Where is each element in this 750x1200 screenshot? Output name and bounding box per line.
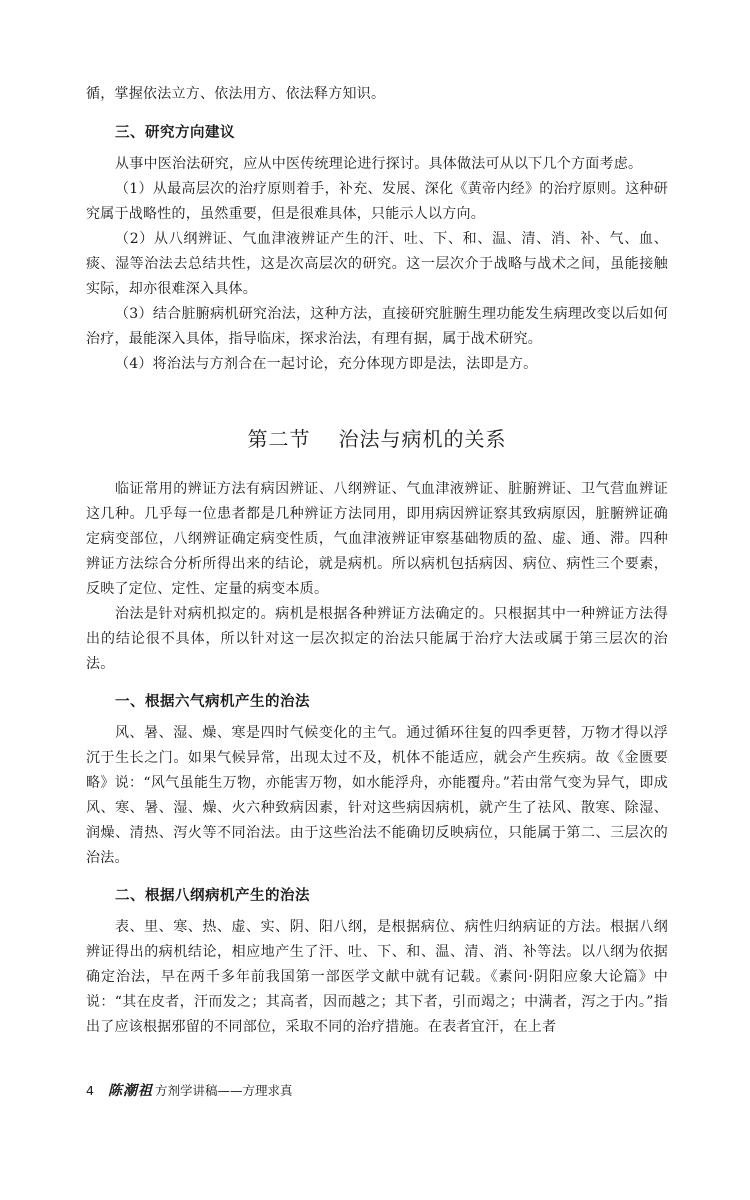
paragraph-item-1: （1）从最高层次的治疗原则着手，补充、发展、深化《黄帝内经》的治疗原则。这种研究属于战略性的，虽然重要，但是很难具体，只能示人以方向。: [86, 181, 668, 222]
subheading-eight-principles: 二、根据八纲病机产生的治法: [115, 888, 310, 904]
section-heading: [86, 424, 668, 454]
subheading-six-qi: 一、根据六气病机产生的治法: [115, 694, 310, 710]
page-number: 4: [86, 1082, 94, 1098]
paragraph-item-3: （3）结合脏腑病机研究治法，这种方法，直接研究脏腑生理功能发生病理改变以后如何治疗，最能深入具体，指导临床，探求治法，有理有据，属于战术研究。: [86, 306, 668, 347]
paragraph: 风、暑、湿、燥、寒是四时气候变化的主气。通过循环往复的四季更替，万物才得以浮沉于生长之门。如果气候异常，出现太过不及，机体不能适应，就会产生疾病。故《金匮要略》说：“风气虽能生万物，亦能害万物，如水能浮舟，亦能覆舟。”若由常气变为异气，即成风、寒、暑、湿、燥、火六种致病因素，针对这些病因病机，就产生了祛风、散寒、除湿、润燥、清热、泻火等不同治法。由于这些治法不能确切反映病位，只能属于第二、三层次的治法。: [86, 725, 668, 866]
paragraph: 临证常用的辨证方法有病因辨证、八纲辨证、气血津液辨证、脏腑辨证、卫气营血辨证这几种。几乎每一位患者都是几种辨证方法同用，即用病因辨证察其致病原因，脏腑辨证确定病变部位，八纲辨证确定病变性质，气血津液辨证审察基础物质的盈、虚、通、滞。四种辨证方法综合分析所得出来的结论，就是病机。所以病机包括病因、病位、病性三个要素，反映了定位、定性、定量的病变本质。: [86, 481, 668, 597]
paragraph-item-2: （2）从八纲辨证、气血津液辨证产生的汗、吐、下、和、温、清、消、补、气、血、痰、湿等治法去总结共性，这是次高层次的研究。这一层次介于战略与战术之间，虽能接触实际，却亦很难深入具体。: [86, 231, 668, 297]
paragraph-item-4: （4）将治法与方剂合在一起讨论，充分体现方即是法，法即是方。: [115, 356, 538, 372]
section-number: 第二节: [247, 427, 311, 451]
author-name: 陈潮祖: [107, 1083, 153, 1099]
section-title: 治法与病机的关系: [338, 427, 507, 451]
paragraph: 治法是针对病机拟定的。病机是根据各种辨证方法确定的。只根据其中一种辨证方法得出的结论很不具体，所以针对这一层次拟定的治法只能属于治疗大法或属于第三层次的治法。: [86, 606, 668, 672]
page-footer: [86, 1080, 292, 1100]
paragraph: 表、里、寒、热、虚、实、阴、阳八纲，是根据病位、病性归纳病证的方法。根据八纲辨证得出的病机结论，相应地产生了汗、吐、下、和、温、清、消、补等法。以八纲为依据确定治法，早在两千多年前我国第一部医学文献中就有记载。《素问·阴阳应象大论篇》中说：“其在皮者，汗而发之；其高者，因而越之；其下者，引而竭之；中满者，泻之于内。”指出了应该根据邪留的不同部位，采取不同的治疗措施。在表者宜汗，在上者: [86, 919, 668, 1035]
page-body: [86, 82, 668, 1040]
book-title: 方剂学讲稿——方理求真: [154, 1083, 293, 1098]
paragraph-continued: 循，掌握依法立方、依法用方、依法释方知识。: [86, 86, 386, 102]
paragraph: 从事中医治法研究，应从中医传统理论进行探讨。具体做法可从以下几个方面考虑。: [115, 156, 643, 172]
subheading-research-directions: 三、研究方向建议: [115, 125, 235, 141]
